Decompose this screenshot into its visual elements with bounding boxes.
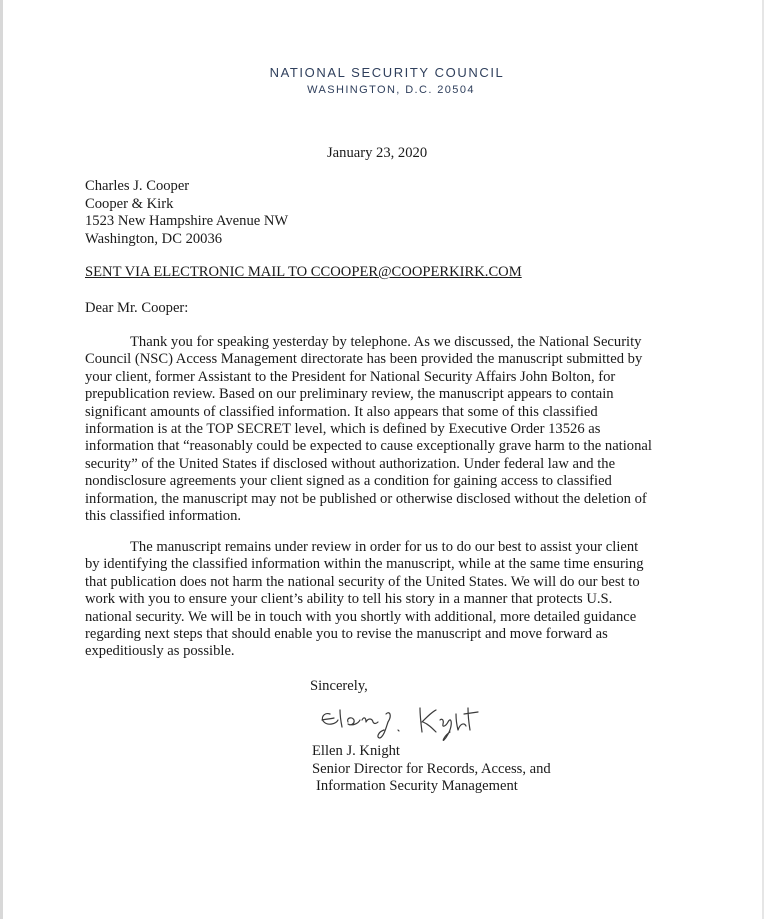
letter-date: January 23, 2020 <box>327 145 428 161</box>
recipient-city: Washington, DC 20036 <box>85 230 223 247</box>
letterhead <box>0 64 764 98</box>
closing: Sincerely, <box>310 678 368 694</box>
transmittal-line: SENT VIA ELECTRONIC MAIL TO CCOOPER@COOPERKIRK.COM <box>85 264 522 280</box>
signer-name: Ellen J. Knight <box>312 743 400 759</box>
signer-title-line-2: Information Security Management <box>316 778 518 794</box>
paragraph-line: information, the manuscript may not be published or otherwise disclosed without the deletion of <box>85 490 647 507</box>
paragraph-line: work with you to ensure your client’s ability to tell his story in a manner that protects U.S. <box>85 591 613 608</box>
paragraph-line: your client, former Assistant to the President for National Security Affairs John Bolton, for <box>85 368 616 385</box>
paragraph-line: expeditiously as possible. <box>85 643 235 660</box>
paragraph-line: information that “reasonably could be expected to cause exceptionally grave harm to the national <box>85 438 652 455</box>
letterhead-organization: NATIONAL SECURITY COUNCIL <box>269 65 505 80</box>
paragraph-line: prepublication review. Based on our preliminary review, the manuscript appears to contain <box>85 386 614 403</box>
paragraph-line: security” of the United States if disclosed without authorization. Under federal law and the <box>85 455 616 472</box>
paragraph-line: The manuscript remains under review in order for us to do our best to assist your client <box>130 539 639 555</box>
paragraph-line: regarding next steps that should enable you to revise the manuscript and move forward as <box>85 626 608 643</box>
body-paragraph-1 <box>85 334 697 525</box>
recipient-street: 1523 New Hampshire Avenue NW <box>85 213 289 229</box>
page-left-edge <box>0 0 3 919</box>
paragraph-line: significant amounts of classified information. It also appears that some of this classified <box>85 403 598 420</box>
salutation: Dear Mr. Cooper: <box>85 300 189 316</box>
paragraph-line: Thank you for speaking yesterday by telephone. As we discussed, the National Security <box>130 334 642 350</box>
paragraph-line: Council (NSC) Access Management directorate has been provided the manuscript submitted by <box>85 351 643 368</box>
recipient-firm: Cooper & Kirk <box>85 195 174 212</box>
paragraph-line: by identifying the classified information within the manuscript, while at the same time ensuring <box>85 556 644 573</box>
signature-block <box>312 743 551 796</box>
letterhead-location: WASHINGTON, D.C. 20504 <box>307 84 475 96</box>
paragraph-line: that publication does not harm the national security of the United States. We will do our best to <box>85 573 640 590</box>
body-paragraph-2 <box>85 539 697 661</box>
paragraph-line: information is at the TOP SECRET level, which is defined by Executive Order 13526 as <box>85 421 601 438</box>
recipient-name: Charles J. Cooper <box>85 178 190 194</box>
signer-title-line-1: Senior Director for Records, Access, and <box>312 760 551 777</box>
handwritten-signature <box>318 700 518 744</box>
recipient-address <box>85 178 288 248</box>
paragraph-line: national security. We will be in touch with you shortly with additional, more detailed guidance <box>85 608 637 625</box>
paragraph-line: this classified information. <box>85 508 242 525</box>
paragraph-line: nondisclosure agreements your client signed as a condition for gaining access to classified <box>85 473 612 490</box>
